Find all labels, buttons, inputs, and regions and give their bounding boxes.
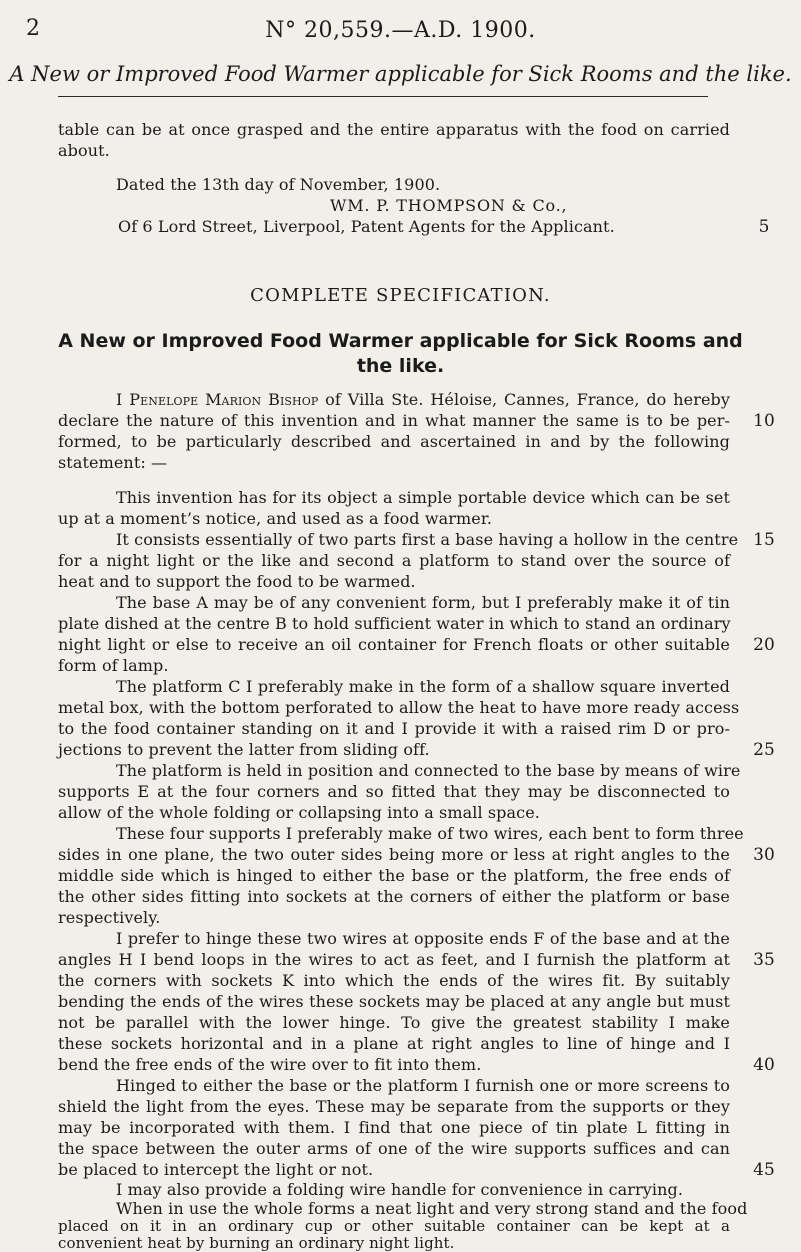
- body-line: Hinged to either the base or the platform I furnish one or more screens to: [116, 1076, 730, 1095]
- body-line: convenient heat by burning an ordinary night light.: [58, 1234, 455, 1252]
- header-rule: [58, 96, 708, 97]
- body-line: supports E at the four corners and so fitted that they may be disconnected to: [58, 782, 730, 801]
- intro-line-4: statement: —: [58, 453, 168, 472]
- body-line: It consists essentially of two parts first a base having a hollow in the centre: [116, 530, 739, 549]
- patent-number: N° 20,559.—A.D. 1900.: [265, 18, 536, 43]
- page-number: 2: [26, 16, 40, 41]
- body-line: These four supports I preferably make of two wires, each bent to form three: [116, 824, 744, 843]
- body-line: may be incorporated with them. I find that one piece of tin plate L fitting in: [58, 1118, 730, 1137]
- body-line: plate dished at the centre B to hold sufficient water in which to stand an ordinary: [58, 614, 731, 633]
- body-line: angles H I bend loops in the wires to act as feet, and I furnish the platform at: [58, 950, 730, 969]
- body-line: This invention has for its object a simple portable device which can be set: [116, 488, 730, 507]
- specification-title-1: A New or Improved Food Warmer applicable for Sick Rooms and: [58, 330, 743, 352]
- line-number-35: 35: [753, 950, 775, 970]
- intro-line-2: declare the nature of this invention and in what manner the same is to be per-: [58, 411, 730, 430]
- line-number-40: 40: [753, 1055, 775, 1075]
- line-number-10: 10: [753, 411, 775, 431]
- body-line: allow of the whole folding or collapsing into a small space.: [58, 803, 540, 822]
- body-line: night light or else to receive an oil container for French floats or other suitable: [58, 635, 730, 654]
- body-line: the space between the outer arms of one of the wire supports suffices and can: [58, 1139, 730, 1158]
- body-line: bending the ends of the wires these sockets may be placed at any angle but must: [58, 992, 730, 1011]
- intro-line-1: [116, 390, 730, 409]
- line-number-30: 30: [753, 845, 775, 865]
- body-line: the other sides fitting into sockets at the corners of either the platform or base: [58, 887, 730, 906]
- agent-name: WM. P. THOMPSON & Co.,: [330, 196, 568, 215]
- body-line: for a night light or the like and second a platform to stand over the source of: [58, 551, 730, 570]
- body-line: respectively.: [58, 908, 161, 927]
- body-line: be placed to intercept the light or not.: [58, 1160, 374, 1179]
- specification-heading: COMPLETE SPECIFICATION.: [250, 285, 551, 306]
- specification-title-2: the like.: [356, 355, 445, 377]
- body-line: placed on it in an ordinary cup or other suitable container can be kept at a: [58, 1217, 730, 1235]
- line-number-15: 15: [753, 530, 775, 550]
- dated-line: Dated the 13th day of November, 1900.: [116, 175, 441, 194]
- body-line: metal box, with the bottom perforated to allow the heat to have more ready access: [58, 698, 740, 717]
- body-line: I prefer to hinge these two wires at opposite ends F of the base and at the: [116, 929, 730, 948]
- body-line: The platform C I preferably make in the form of a shallow square inverted: [116, 677, 730, 696]
- body-line: up at a moment’s notice, and used as a food warmer.: [58, 509, 493, 528]
- lead-line-1: table can be at once grasped and the entire apparatus with the food on carried: [58, 120, 730, 139]
- lead-line-2: about.: [58, 141, 110, 160]
- body-line: The base A may be of any convenient form, but I preferably make it of tin: [116, 593, 730, 612]
- body-line: these sockets horizontal and in a plane at right angles to line of hinge and I: [58, 1034, 730, 1053]
- body-line: The platform is held in position and connected to the base by means of wire: [116, 761, 741, 780]
- body-line: sides in one plane, the two outer sides being more or less at right angles to the: [58, 845, 730, 864]
- agent-address: Of 6 Lord Street, Liverpool, Patent Agents for the Applicant.: [118, 217, 615, 236]
- body-line: bend the free ends of the wire over to fit into them.: [58, 1055, 482, 1074]
- line-number-45: 45: [753, 1160, 775, 1180]
- body-line: form of lamp.: [58, 656, 169, 675]
- intro-line-3: formed, to be particularly described and ascertained in and by the following: [58, 432, 730, 451]
- body-line: I may also provide a folding wire handle for convenience in carrying.: [116, 1180, 684, 1199]
- intro-start: I: [116, 390, 130, 409]
- body-line: the corners with sockets K into which the ends of the wires fit. By suitably: [58, 971, 730, 990]
- line-number-5: 5: [758, 217, 770, 237]
- body-line: middle side which is hinged to either the base or the platform, the free ends of: [58, 866, 730, 885]
- running-title: A New or Improved Food Warmer applicable for Sick Rooms and the like.: [9, 62, 792, 86]
- body-line: jections to prevent the latter from sliding off.: [58, 740, 430, 759]
- intro-end: of Villa Ste. Héloise, Cannes, France, do hereby: [318, 390, 731, 409]
- applicant-name: Penelope Marion Bishop: [129, 390, 319, 409]
- line-number-20: 20: [753, 635, 775, 655]
- body-line: to the food container standing on it and I provide it with a raised rim D or pro-: [58, 719, 730, 738]
- line-number-25: 25: [753, 740, 775, 760]
- body-line: heat and to support the food to be warmed.: [58, 572, 416, 591]
- body-line: When in use the whole forms a neat light and very strong stand and the food: [116, 1199, 748, 1218]
- body-line: not be parallel with the lower hinge. To give the greatest stability I make: [58, 1013, 730, 1032]
- body-line: shield the light from the eyes. These may be separate from the supports or they: [58, 1097, 730, 1116]
